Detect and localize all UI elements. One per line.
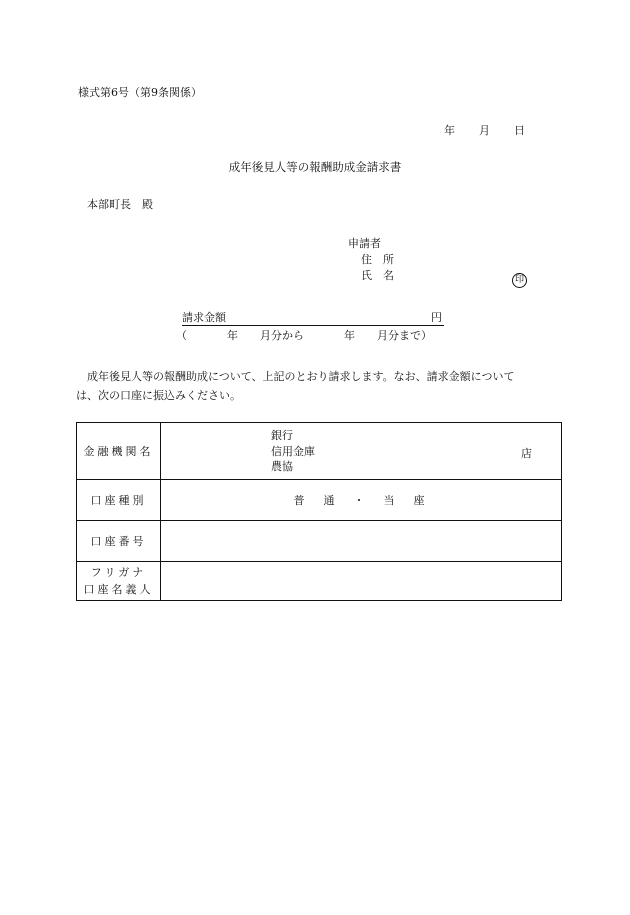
addressee: 本部町長 殿 [87,198,153,211]
date-line [444,124,525,137]
branch-label: 店 [521,447,532,460]
institution-field[interactable] [161,423,562,480]
applicant-label: 申請者 [348,237,381,250]
body-text-line2: は、次の口座に振込みください。 [76,389,241,402]
body-text [76,367,556,405]
claim-amount-label: 請求金額 [182,311,226,324]
claim-period-line [176,329,432,342]
institution-label: 金融機関名 [77,423,161,480]
name-label: 氏 名 [361,269,394,282]
account-number-field[interactable] [161,521,562,562]
period-month-from: 月分から [260,329,304,342]
period-open: （ [176,329,187,342]
institution-option-bank: 銀行 [271,429,293,442]
bank-account-table [76,422,562,601]
period-year1: 年 [227,329,238,342]
account-type-label: 口座種別 [77,480,161,521]
date-day-label: 日 [514,124,525,137]
period-year2: 年 [344,329,355,342]
institution-option-nokyo: 農協 [271,460,293,473]
account-type-field[interactable]: 普 通 ・ 当 座 [161,480,562,521]
table-row [77,423,562,480]
account-holder-field[interactable] [161,562,562,601]
period-month-to: 月分まで） [377,329,432,342]
furigana-label: フリガナ [90,566,147,579]
account-number-label: 口座番号 [77,521,161,562]
body-text-line1: 成年後見人等の報酬助成について、上記のとおり請求します。なお、請求金額について [87,370,515,383]
account-holder-label: 口座名義人 [83,583,154,596]
table-row [77,480,562,521]
seal-mark: 印 [512,273,527,288]
claim-amount-unit: 円 [431,311,442,324]
table-row [77,562,562,601]
page-title: 成年後見人等の報酬助成金請求書 [228,160,402,174]
date-month-label: 月 [479,124,490,137]
institution-option-shinkin: 信用金庫 [271,444,315,458]
applicant-block [348,236,394,284]
table-row [77,521,562,562]
form-number: 様式第6号（第9条関係） [78,86,202,99]
holder-label [77,562,161,601]
address-label: 住 所 [361,253,394,266]
date-year-label: 年 [444,124,455,137]
claim-amount-line [182,311,444,326]
institution-options [271,428,315,475]
